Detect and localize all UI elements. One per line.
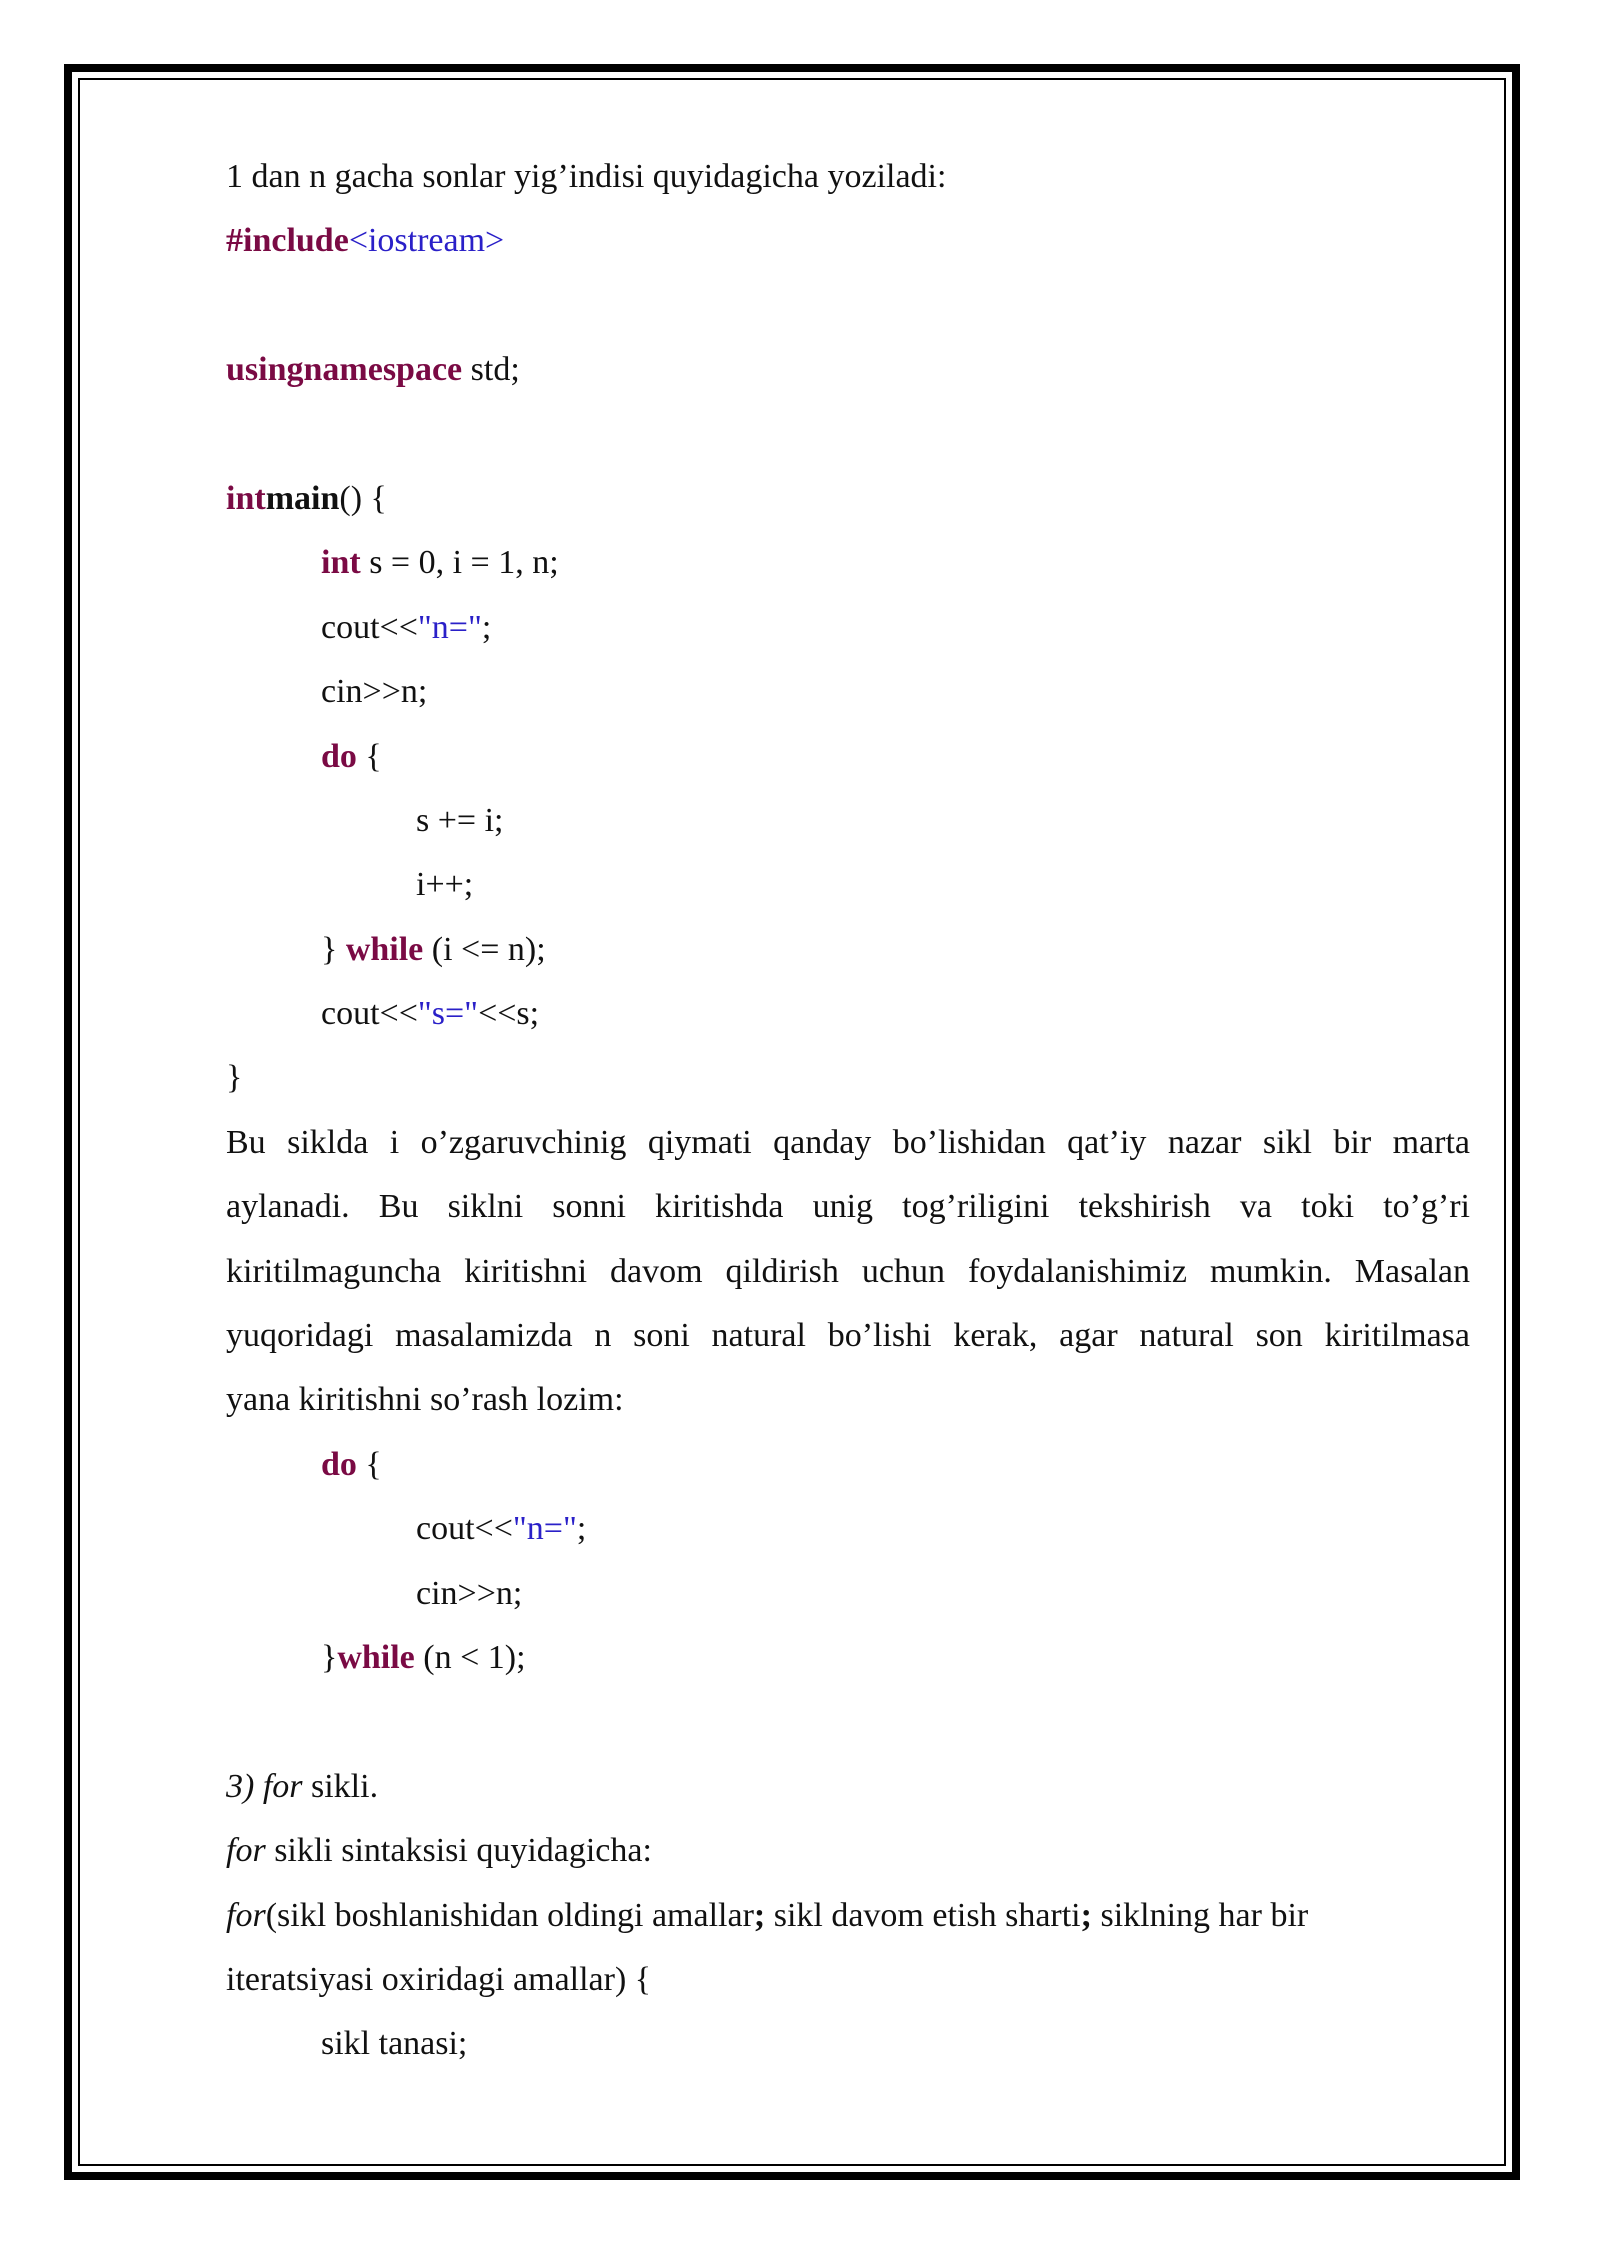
paragraph-line: yana kiritishni so’rash lozim: xyxy=(226,1381,624,1419)
for-form-line xyxy=(226,1884,1470,1948)
while-keyword: while xyxy=(337,1638,415,1676)
code-cout-n xyxy=(226,596,1470,660)
while-rest: (i <= n); xyxy=(423,930,546,968)
blank-line xyxy=(226,274,1470,338)
for-body-line: sikl tanasi; xyxy=(321,2025,468,2063)
cout-op: cout<< xyxy=(321,995,418,1033)
paragraph-line: Bu siklda i o’zgaruvchinig qiymati qanday bo’lishidan qat’iy nazar sikl bir marta xyxy=(226,1123,1470,1161)
code-using xyxy=(226,338,1470,402)
code-sum: s += i; xyxy=(416,801,504,839)
code-inc: i++; xyxy=(416,866,474,904)
code-main-close: } xyxy=(226,1059,243,1097)
int-keyword: int xyxy=(226,479,266,517)
main-function: main xyxy=(265,479,340,517)
cout-tail: <<s; xyxy=(478,995,540,1033)
brace-close: } xyxy=(321,1638,338,1676)
cout-op: cout<< xyxy=(416,1510,513,1548)
code-do xyxy=(226,725,1470,789)
semicolon: ; xyxy=(1080,1896,1092,1934)
string-literal: "n=" xyxy=(417,608,482,646)
using-keyword: usingnamespace xyxy=(226,351,463,389)
code-cin: cin>>n; xyxy=(321,673,428,711)
while-keyword: while xyxy=(345,930,424,968)
for-syntax-rest: sikli sintaksisi quyidagicha: xyxy=(265,1832,652,1870)
semicolon: ; xyxy=(576,1510,587,1548)
for-keyword: for xyxy=(226,1832,266,1870)
decl-keyword: int xyxy=(321,544,361,582)
code2-while xyxy=(226,1626,1470,1690)
code2-do xyxy=(226,1433,1470,1497)
paragraph-line: yuqoridagi masalamizda n soni natural bo’lishi kerak, agar natural son kiritilmasa xyxy=(226,1317,1470,1355)
do-rest: { xyxy=(356,737,382,775)
using-rest: std; xyxy=(462,351,520,389)
paragraph-line: aylanadi. Bu siklni sonni kiritishda unig tog’riligini tekshirish va toki to’g’ri xyxy=(226,1188,1470,1226)
semicolon: ; xyxy=(753,1896,766,1934)
code-decl xyxy=(226,531,1470,595)
blank-line xyxy=(226,1690,1470,1754)
semicolon: ; xyxy=(481,608,492,646)
for-heading-rest: sikli. xyxy=(302,1767,379,1805)
do-rest: { xyxy=(356,1445,382,1483)
code2-cout xyxy=(226,1497,1470,1561)
for-keyword: for xyxy=(226,1896,266,1934)
code-while xyxy=(226,918,1470,982)
code-cout-s xyxy=(226,982,1470,1046)
brace-close: } xyxy=(321,930,346,968)
include-keyword: #include xyxy=(226,222,349,260)
for-form-b: sikl davom etish sharti xyxy=(765,1896,1081,1934)
string-literal: "s=" xyxy=(417,995,479,1033)
for-heading xyxy=(226,1755,1470,1819)
code-main xyxy=(226,467,1470,531)
decl-rest: s = 0, i = 1, n; xyxy=(360,544,559,582)
for-form-c: siklning har bir xyxy=(1091,1896,1309,1934)
code-include xyxy=(226,209,1470,273)
while-rest: (n < 1); xyxy=(414,1638,526,1676)
include-header: <iostream> xyxy=(348,222,505,260)
for-form-a: (sikl boshlanishidan oldingi amallar xyxy=(265,1896,754,1934)
document-body xyxy=(226,145,1470,2077)
cout-op: cout<< xyxy=(321,608,418,646)
do-keyword: do xyxy=(321,737,357,775)
do-keyword: do xyxy=(321,1445,357,1483)
main-rest: () { xyxy=(339,479,387,517)
for-form-line-2: iteratsiyasi oxiridagi amallar) { xyxy=(226,1960,652,1998)
for-heading-italic: 3) for xyxy=(226,1767,303,1805)
for-syntax-intro xyxy=(226,1819,1470,1883)
blank-line xyxy=(226,403,1470,467)
paragraph-line: kiritilmaguncha kiritishni davom qildirish uchun foydalanishimiz mumkin. Masalan xyxy=(226,1252,1470,1290)
code2-cin: cin>>n; xyxy=(416,1574,523,1612)
string-literal: "n=" xyxy=(512,1510,577,1548)
intro-line: 1 dan n gacha sonlar yig’indisi quyidagicha yoziladi: xyxy=(226,158,947,195)
